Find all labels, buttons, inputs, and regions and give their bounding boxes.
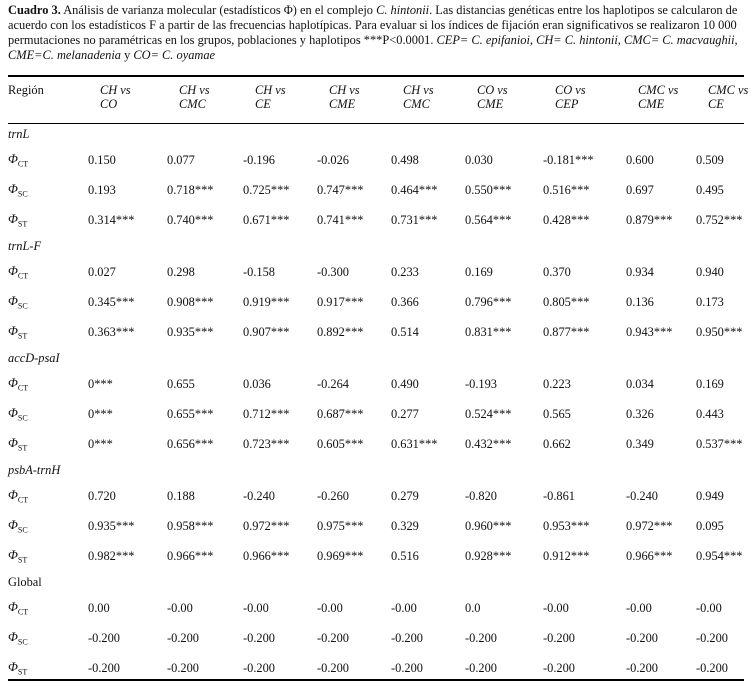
table-cell: 0.953*** [543,518,590,533]
table-body [8,123,744,683]
table-cell: 0.940 [696,264,724,279]
group-row [8,347,744,369]
statistic-label: $\Phi_{SC}$ [8,405,28,423]
table-cell: -0.861 [543,488,576,503]
table-cell: 0.193 [88,182,116,197]
table-cell: -0.200 [465,660,498,675]
table-cell: 0.928*** [465,548,512,563]
table-cell: 0.443 [696,406,724,421]
table-cell: 0.879*** [626,212,673,227]
column-header-comparison: CH vs CME [329,83,360,111]
table-row [8,205,744,235]
table-cell: 0.731*** [391,212,438,227]
table-cell: 0.605*** [317,436,364,451]
table-cell: -0.00 [243,600,269,615]
group-row [8,571,744,593]
table-cell: 0.796*** [465,294,512,309]
table-cell: 0.687*** [317,406,364,421]
group-label: psbA-trnH [8,462,61,477]
table-cell: 0*** [88,406,113,421]
table-cell: -0.200 [696,630,729,645]
header-row [8,80,744,123]
caption-label: Cuadro 3. [8,3,61,17]
table-row [8,369,744,399]
table-cell: 0.428*** [543,212,590,227]
table-cell: 0.747*** [317,182,364,197]
table-cell: 0.958*** [167,518,214,533]
table-cell: -0.200 [696,660,729,675]
table-row [8,623,744,653]
table-row [8,317,744,347]
statistic-label: $\Phi_{SC}$ [8,293,28,311]
table-cell: 0.877*** [543,324,590,339]
table-row [8,257,744,287]
table-row [8,653,744,683]
table-cell: 0.498 [391,152,419,167]
group-label: accD-psaI [8,350,60,365]
table-cell: 0.907*** [243,324,290,339]
table-cell: -0.00 [167,600,193,615]
column-header-comparison: CH vs CE [255,83,286,111]
statistic-label: $\Phi_{SC}$ [8,629,28,647]
table-cell: -0.200 [243,660,276,675]
table-cell: -0.00 [696,600,722,615]
table-cell: 0.034 [626,376,654,391]
table-cell: 0.600 [626,152,654,167]
table-cell: 0.314*** [88,212,135,227]
table-cell: 0.966*** [243,548,290,563]
table-cell: 0.363*** [88,324,135,339]
table-cell: 0.831*** [465,324,512,339]
table-cell: -0.240 [626,488,659,503]
column-header-comparison: CO vs CEP [555,83,586,111]
table-cell: 0.631*** [391,436,438,451]
table-caption [8,3,746,63]
table-cell: 0.892*** [317,324,364,339]
statistic-label: $\Phi_{CT}$ [8,375,29,393]
table-cell: 0.136 [626,294,654,309]
table-cell: 0.550*** [465,182,512,197]
table-row [8,593,744,623]
table-cell: 0.935*** [167,324,214,339]
table-cell: 0.326 [626,406,654,421]
table-cell: -0.200 [543,660,576,675]
table-cell: 0.329 [391,518,419,533]
statistic-label: $\Phi_{ST}$ [8,435,28,453]
table-cell: 0.349 [626,436,654,451]
table-cell: 0.655*** [167,406,214,421]
table-cell: -0.200 [391,630,424,645]
group-label: trnL [8,126,30,141]
table-cell: -0.200 [88,660,121,675]
table-cell: -0.200 [543,630,576,645]
table-cell: 0.537*** [696,436,743,451]
caption-text-c: y [120,48,134,62]
statistic-label: $\Phi_{ST}$ [8,211,28,229]
table-cell: 0.671*** [243,212,290,227]
table-cell: 0.982*** [88,548,135,563]
table-cell: 0.972*** [626,518,673,533]
column-header-region: Región [8,83,44,97]
table-cell: -0.193 [465,376,498,391]
statistic-label: $\Phi_{CT}$ [8,487,29,505]
table-cell: 0.095 [696,518,724,533]
table-cell: 0.169 [465,264,493,279]
table-cell: 0.975*** [317,518,364,533]
table-cell: 0.725*** [243,182,290,197]
statistic-label: $\Phi_{ST}$ [8,659,28,677]
table-cell: 0.656*** [167,436,214,451]
caption-abbreviations: CEP= C. epifanioi, CH= C. hintonii, CMC= C. macvaughii, CME=C. melanadenia [8,33,738,62]
table-cell: 0.752*** [696,212,743,227]
table-cell: -0.200 [167,630,200,645]
table-cell: 0.223 [543,376,571,391]
statistic-label: $\Phi_{ST}$ [8,547,28,565]
column-header-comparison: CH vs CMC [179,83,210,111]
table-cell: -0.200 [626,630,659,645]
table-cell: 0.495 [696,182,724,197]
table-cell: -0.200 [88,630,121,645]
caption-species: C. hintonii [376,3,430,17]
caption-text-b: . Las distancias genéticas entre los haplotipos se calcularon de acuerdo con los estadísticos F a partir de las frecuencias haplotípicas. Para evaluar si los índices de fijación eran significativos se realizaron 10 000 permutaciones no paramétricas en los grupos, poblaciones y haplotipos ***P<0.0001. [8,3,738,47]
statistic-label: $\Phi_{SC}$ [8,517,28,535]
table-cell: 0.173 [696,294,724,309]
table-cell: 0.935*** [88,518,135,533]
table-cell: 0.943*** [626,324,673,339]
statistic-label: $\Phi_{CT}$ [8,599,29,617]
column-header-comparison: CMC vs CE [708,83,749,111]
table-cell: 0.564*** [465,212,512,227]
table-cell: 0.524*** [465,406,512,421]
table-cell: -0.260 [317,488,350,503]
table-cell: 0.934 [626,264,654,279]
column-header-comparison: CMC vs CME [638,83,679,111]
table-cell: 0.908*** [167,294,214,309]
column-header-comparison: CH vs CMC [403,83,434,111]
group-label: Global [8,574,42,589]
table-cell: -0.00 [543,600,569,615]
table-cell: -0.200 [243,630,276,645]
table-cell: 0.509 [696,152,724,167]
table-cell: 0.366 [391,294,419,309]
table-cell: 0.805*** [543,294,590,309]
table-cell: 0.516 [391,548,419,563]
table-cell: 0.740*** [167,212,214,227]
table-cell: 0.233 [391,264,419,279]
table-cell: 0.432*** [465,436,512,451]
table-cell: 0.966*** [167,548,214,563]
table-cell: -0.300 [317,264,350,279]
table-cell: -0.196 [243,152,276,167]
statistic-label: $\Phi_{SC}$ [8,181,28,199]
table-cell: 0.298 [167,264,195,279]
table-cell: 0.036 [243,376,271,391]
table-cell: 0.741*** [317,212,364,227]
table-cell: 0.912*** [543,548,590,563]
table-cell: 0.150 [88,152,116,167]
table-cell: -0.00 [391,600,417,615]
table-cell: 0.00 [88,600,110,615]
table-cell: 0.030 [465,152,493,167]
table-row [8,511,744,541]
table-cell: 0.662 [543,436,571,451]
caption-text-a: Análisis de varianza molecular (estadísticos Φ) en el complejo [60,3,377,17]
caption-abbreviations-2: CO= C. oyamae [133,48,216,62]
table-cell: 0.960*** [465,518,512,533]
group-row [8,235,744,257]
statistic-label: $\Phi_{CT}$ [8,263,29,281]
table-cell: -0.00 [626,600,652,615]
group-label: trnL-F [8,238,42,253]
table-cell: -0.200 [626,660,659,675]
table-cell: 0*** [88,376,113,391]
table-cell: 0.464*** [391,182,438,197]
table-cell: 0.0 [465,600,481,615]
table-cell: -0.200 [391,660,424,675]
table-cell: 0.169 [696,376,724,391]
table-cell: 0.718*** [167,182,214,197]
table-cell: -0.240 [243,488,276,503]
table-cell: 0.723*** [243,436,290,451]
table-cell: 0.027 [88,264,116,279]
table-cell: 0.514 [391,324,419,339]
table-cell: 0.954*** [696,548,743,563]
group-row [8,459,744,481]
table-cell: -0.264 [317,376,350,391]
table-row [8,145,744,175]
table-row [8,541,744,571]
table-cell: 0.966*** [626,548,673,563]
table-cell: 0.188 [167,488,195,503]
table-cell: 0.516*** [543,182,590,197]
table-cell: -0.820 [465,488,498,503]
table-cell: 0.917*** [317,294,364,309]
table-cell: -0.00 [317,600,343,615]
table-cell: 0.919*** [243,294,290,309]
column-header-comparison: CH vs CO [100,83,131,111]
table-cell: -0.181*** [543,152,594,167]
table-cell: 0*** [88,436,113,451]
table-cell: 0.565 [543,406,571,421]
table-cell: 0.969*** [317,548,364,563]
table-cell: 0.077 [167,152,195,167]
table-cell: -0.200 [167,660,200,675]
table-cell: 0.370 [543,264,571,279]
table-cell: 0.279 [391,488,419,503]
table-cell: -0.200 [465,630,498,645]
table-cell: -0.200 [317,630,350,645]
table-cell: 0.490 [391,376,419,391]
statistic-label: $\Phi_{CT}$ [8,151,29,169]
table-cell: 0.720 [88,488,116,503]
table-cell: 0.345*** [88,294,135,309]
column-header-comparison: CO vs CME [477,83,508,111]
table-row [8,175,744,205]
table-cell: 0.655 [167,376,195,391]
table-row [8,399,744,429]
table-cell: 0.972*** [243,518,290,533]
table-cell: 0.277 [391,406,419,421]
table-row [8,481,744,511]
table-cell: 0.950*** [696,324,743,339]
amova-table [8,80,749,683]
table-row [8,287,744,317]
table-cell: 0.949 [696,488,724,503]
group-row [8,123,744,145]
table-cell: 0.697 [626,182,654,197]
table-cell: -0.026 [317,152,350,167]
table-cell: 0.712*** [243,406,290,421]
top-rule [8,75,744,77]
table-cell: -0.200 [317,660,350,675]
statistic-label: $\Phi_{ST}$ [8,323,28,341]
table-row [8,429,744,459]
table-cell: -0.158 [243,264,276,279]
